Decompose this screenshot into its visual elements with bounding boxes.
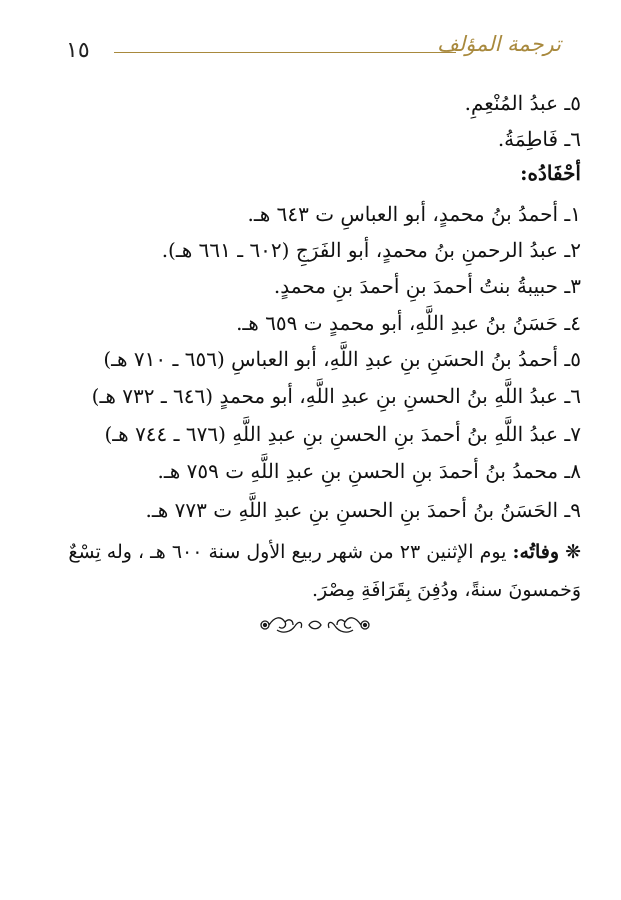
- list-item-grandchild-2: ٢ـ عبدُ الرحمنِ بنُ محمدٍ، أبو الفَرَجِ (٦٠٢ ـ ٦٦١ هـ).: [161, 238, 581, 262]
- death-label: وفاتُه:: [512, 541, 560, 563]
- list-item-grandchild-5: ٥ـ أحمدُ بنُ الحسَنِ بنِ عبدِ اللَّهِ، أبو العباسِ (٦٥٦ ـ ٧١٠ هـ): [103, 347, 581, 371]
- list-item-son-6: ٦ـ فَاطِمَةُ.: [497, 127, 581, 151]
- page-number: ١٥: [66, 38, 90, 63]
- list-item-grandchild-1: ١ـ أحمدُ بنُ محمدٍ، أبو العباسِ ت ٦٤٣ هـ.: [247, 202, 581, 226]
- death-text: يوم الإثنين ٢٣ من شهر ربيع الأول سنة ٦٠٠ هـ ، وله تِسْعٌ وَخمسونَ سنةً، ودُفِنَ بِقَرَافَةِ مِصْرَ.: [68, 541, 581, 601]
- running-header: [66, 34, 561, 68]
- list-item-grandchild-4: ٤ـ حَسَنُ بنُ عبدِ اللَّهِ، أبو محمدٍ ت ٦٥٩ هـ.: [236, 311, 581, 335]
- list-item-son-5: ٥ـ عبدُ المُنْعِمِ.: [464, 91, 581, 115]
- header-rule: [114, 52, 456, 53]
- list-item-grandchild-9: ٩ـ الحَسَنُ بنُ أحمدَ بنِ الحسنِ بنِ عبدِ اللَّهِ ت ٧٧٣ هـ.: [145, 498, 581, 522]
- list-item-grandchild-3: ٣ـ حبيبةُ بنتُ أحمدَ بنِ أحمدَ بنِ محمدٍ.: [273, 274, 581, 298]
- list-item-grandchild-6: ٦ـ عبدُ اللَّهِ بنُ الحسنِ بنِ عبدِ اللَّهِ، أبو محمدٍ (٦٤٦ ـ ٧٣٢ هـ): [91, 384, 581, 408]
- ornament-divider-icon: [255, 612, 375, 638]
- running-title: ترجمة المؤلف: [437, 32, 561, 56]
- asterism-icon: ❋: [565, 541, 581, 563]
- list-item-grandchild-8: ٨ـ محمدُ بنُ أحمدَ بنِ الحسنِ بنِ عبدِ اللَّهِ ت ٧٥٩ هـ.: [157, 459, 581, 483]
- list-item-grandchild-7: ٧ـ عبدُ اللَّهِ بنُ أحمدَ بنِ الحسنِ بنِ عبدِ اللَّهِ (٦٧٦ ـ ٧٤٤ هـ): [104, 422, 581, 446]
- death-paragraph: [36, 533, 581, 609]
- grandchildren-heading: أحْفَادُه:: [520, 161, 581, 185]
